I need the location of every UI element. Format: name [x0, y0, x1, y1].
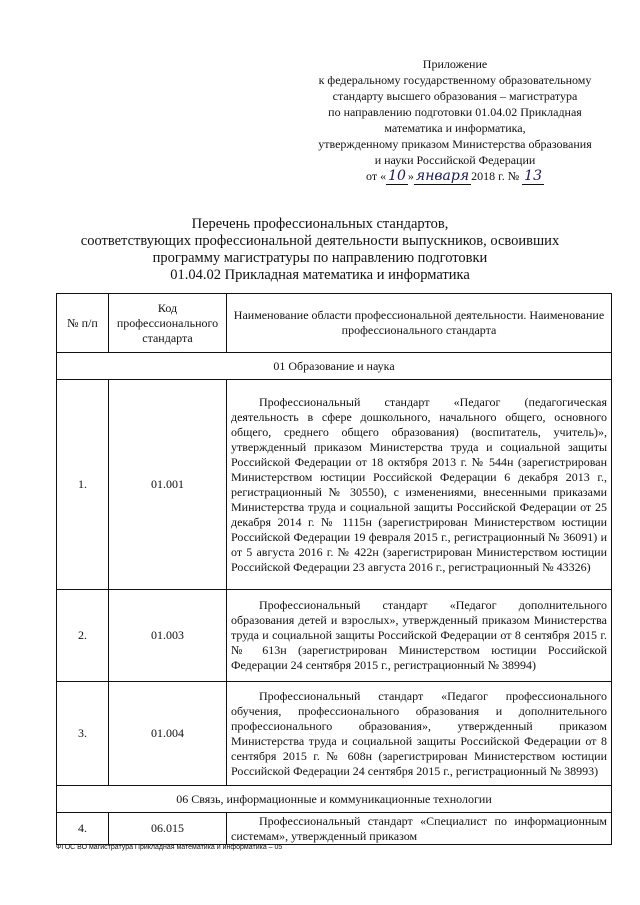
row-code: 01.003 — [109, 590, 227, 682]
page-footer: ФГОС ВО магистратура Прикладная математика и информатика – 05 — [56, 844, 283, 851]
row-code: 01.001 — [109, 380, 227, 590]
row-num: 2. — [57, 590, 109, 682]
table-row — [57, 590, 612, 682]
table-row — [57, 380, 612, 590]
row-text: Профессиональный стандарт «Педагог дополнительного образования детей и взрослых», утвержденный приказом Министерства труда и социальной защиты Российской Федерации от 8 сентября 2015 г. № 613н (зарегистрирован Министерством юстиции Российской Федерации 24 сентября 2015 г., регистрационный № 38994) — [227, 590, 612, 682]
row-num: 1. — [57, 380, 109, 590]
header-code: Код профессионального стандарта — [109, 294, 227, 353]
handwritten-day: 10 — [388, 168, 406, 184]
date-prefix: от « — [366, 169, 387, 183]
date-mid: » — [407, 169, 414, 183]
title-line: соответствующих профессиональной деятельности выпускников, освоивших — [80, 233, 560, 249]
section-title: 01 Образование и наука — [57, 353, 612, 380]
appendix-line: утвержденному приказом Министерства образования — [318, 137, 592, 151]
appendix-block — [300, 56, 610, 184]
order-date-line — [300, 168, 610, 184]
row-text: Профессиональный стандарт «Специалист по информационным системам», утвержденный приказом — [227, 813, 612, 845]
row-num: 3. — [57, 682, 109, 786]
section-title: 06 Связь, информационные и коммуникационные технологии — [57, 786, 612, 813]
appendix-line: и науки Российской Федерации — [374, 153, 536, 167]
appendix-line: стандарту высшего образования – магистратура — [332, 89, 578, 103]
row-text: Профессиональный стандарт «Педагог (педагогическая деятельность в сфере дошкольного, начального общего, основного общего, среднего общего образования) (воспитатель, учитель)», утвержденный приказом Министерства труда и социальной защиты Российской Федерации от 18 октября 2013 г. № 544н (зарегистрирован Министерством юстиции Российской Федерации 6 декабря 2013 г., регистрационный № 30550), с изменениями, внесенными приказами Министерства труда и социальной защиты Российской Федерации от 25 декабря 2014 г. № 1115н (зарегистрирован Министерством юстиции Российской Федерации 19 февраля 2015 г., регистрационный № 36091) и от 5 августа 2016 г. № 422н (зарегистрирован Министерством юстиции Российской Федерации 23 августа 2016 г., регистрационный № 43326) — [227, 380, 612, 590]
table-row — [57, 813, 612, 845]
row-num: 4. — [57, 813, 109, 845]
appendix-line: Приложение — [422, 57, 488, 71]
handwritten-month: января — [415, 168, 470, 184]
section-row — [57, 353, 612, 380]
document-title — [50, 216, 590, 284]
header-name: Наименование области профессиональной деятельности. Наименование профессионального стандарта — [227, 294, 612, 353]
title-line: 01.04.02 Прикладная математика и информатика — [170, 267, 470, 283]
row-code: 01.004 — [109, 682, 227, 786]
title-line: программу магистратуры по направлению подготовки — [152, 250, 488, 266]
header-num: № п/п — [57, 294, 109, 353]
section-row — [57, 786, 612, 813]
table-header-row — [57, 294, 612, 353]
standards-table — [56, 293, 612, 845]
table-row — [57, 682, 612, 786]
date-year: 2018 г. № — [471, 169, 520, 183]
appendix-line: по направлению подготовки 01.04.02 Прикладная — [328, 105, 582, 119]
appendix-line: к федеральному государственному образовательному — [318, 73, 592, 87]
appendix-line: математика и информатика, — [384, 121, 526, 135]
title-line: Перечень профессиональных стандартов, — [191, 216, 449, 232]
row-text: Профессиональный стандарт «Педагог профессионального обучения, профессионального образования и дополнительного профессионального образования», утвержденный приказом Министерства труда и социальной защиты Российской Федерации от 8 сентября 2015 г. № 608н (зарегистрирован Министерством юстиции Российской Федерации 24 сентября 2015 г., регистрационный № 38993) — [227, 682, 612, 786]
row-code: 06.015 — [109, 813, 227, 845]
handwritten-order-number: 13 — [524, 168, 542, 184]
